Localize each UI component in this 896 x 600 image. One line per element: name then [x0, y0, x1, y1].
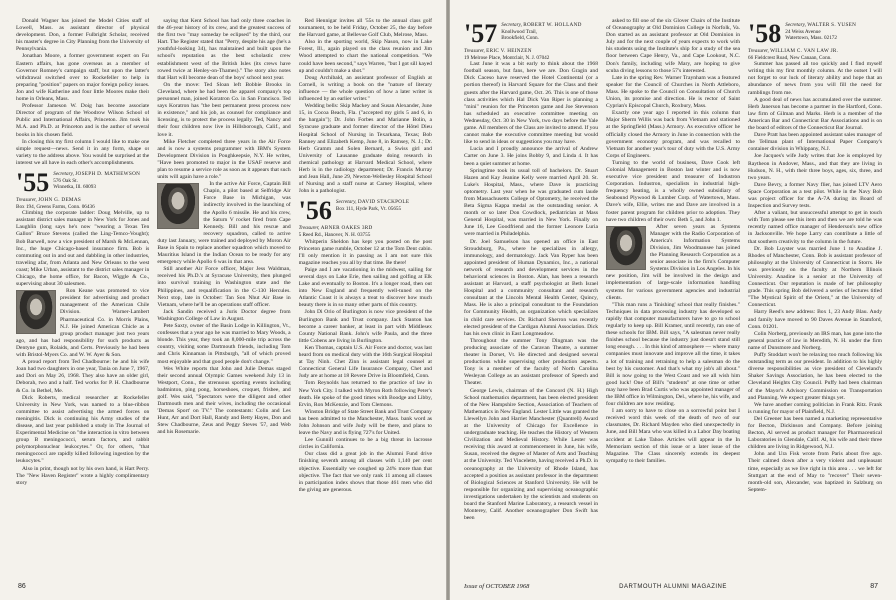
treasurer-address: Box 194, Greens Farms, Conn. 06436 — [16, 203, 95, 210]
paragraph: Red Hennigar invites all '55s to the annual class golf tournament, to be held Friday, October 25, the day before the Harvard game, at Bellevue Golf Club, Melrose, Mass. — [298, 18, 432, 39]
treasurer-address: 5 Reed Rd., Hanover, N. H. 03755 — [298, 231, 371, 238]
page-number: 86 — [18, 583, 26, 590]
paragraph: Exactly one year ago I reported in this column that Major Sherm Willis was back from Vietnam and stationed at the Springfield (Mass.) Armory. As executive officer he officially closed the Armory in June in connection with the government economy program, and was recalled to Vietnam for another year's tour of duty with the U.S. Army Corps of Engineers. — [606, 110, 740, 159]
class-year: '58 — [748, 19, 782, 48]
paragraph: Whitperin Sheldon has kept you posted on the post Princeton game rumble, October 12 at the Tom Dent cabin. I'll only mention it in passing as I am not sure this magazine reaches you all by that time. Be there! — [298, 238, 432, 266]
treasurer-line: Treasurer, ABNER OAKES 3RD — [298, 225, 373, 232]
paragraph: Jonathan Moore, a former government expert on Far Eastern affairs, has gone overseas as a member of Governor Romney's campaign staff, but upon the latter's withdrawal switched over to Rockefeller to help in preparing "position" papers on major foreign policy issues. Jon and wife Katherine and four little Moores make their home in Orleans, Mass. — [16, 53, 150, 103]
paragraph: Donald Wagner has joined the Model Cities staff of Lowell, Mass. as assistant director of physical development. Don, a former Fulbright Scholar, received his master's degree in City Planning from the University of Pennsylvania. — [16, 18, 150, 53]
left-column-3 — [299, 18, 432, 573]
paragraph: Paige and I are vacationing in the midwest, sailing for several days on Lake Erie, then sailing and golfing at Elk Lake and eventually to Boston. It's a longer road, then out into New England and frequently well-tuned on the Atlantic Coast it is always a treat to discover how much beauty there is in so many other parts of this country. — [298, 266, 432, 309]
paragraph: Puffy Stoddart won't be relaxing too much following his outstanding term as our president. In addition to his highly diverse responsibilities as vice president of Cleveland's Shaker Savings Association, he has been elected to the Cleveland Heights City Council. Puffy had been chairman of the Mayor's Advisory Commission on Transportation and Planning. We expect greater things yet. — [748, 352, 882, 401]
right-page — [450, 0, 896, 600]
paragraph: In the active Air Force, Captain Bill Chapin, a pilot based at Selfridge Air Force Base in Michigan, was indirectly involved in the launching of the Apollo 6 missile. He and his crew, the Saturn V rocket fired from Cape Kennedy. Bill and his rescue and recovery squadron, called to active duty last January, were trained and deployed by Moron Air Base in Spain to replace another squadron which moved to Mauritius Island in the Indian Ocean to be ready for any emergency while Apollo 6 was in that area. — [157, 181, 291, 266]
treasurer-address: 19 Melrose Place, Montclair, N. J. 07042 — [464, 54, 550, 61]
left-column-1 — [16, 18, 149, 573]
paragraph: Dave Bevry, a former Navy flier, has joined LTV Aero Space Corporation as a test pilot. While in the Navy Bob was project officer for the A-7A during its Board of Inspection and Survey tests. — [748, 181, 882, 210]
paragraph: Pete Saxty, owner of the Basin Lodge in Killington, Vt., confesses that a year ago he was married to Mary Woods, a blonde. This year, they took an 8,000-mile trip across the country, visiting some Dartmouth friends, including Tom and Chris Kinnaman in Pittsburgh, "all of which proved most enjoyable and that good people don't change." — [157, 323, 291, 365]
paragraph: Throughout the summer Tony Dingman was the producing associate of the Caravan Theatre, a summer theater in Dorset, Vt. He directed and designed several productions while supervising other production aspects. Tony is a member of the faculty of North Carolina Wesleyan College as an assistant professor of Speech and Theater. — [464, 337, 598, 387]
paragraph: Also in print, though not by his own hand, is Hart Perry. The "New Haven Register" wrote a highly complimentary story — [16, 465, 150, 486]
paragraph: Colin Norberg, previously an IRS man, has gone into the general practice of law in Meredith, N. H. under the firm name of Dunsmore and Norberg. — [748, 330, 882, 351]
classmate-photo — [16, 290, 56, 334]
class-heading-58 — [748, 19, 882, 48]
right-column-1 — [464, 18, 598, 573]
paragraph: Lee Gunnill continues to be a big threat in lacrosse circles in California. — [298, 437, 432, 451]
class-officers: Secretary, DAVID STACKPOLE Box 111, Hyde Park, Vt. 05655 — [335, 199, 410, 212]
paragraph: John and Ura Fisk wrote from Paris about five ago. Their calmed down after a very violent and unpleasant time, especially as we live right in this area . . . we left for Stuttgart at the end of May to "recover" Their seven-month-old son, Alexander, was baptized in Salzburg on Septem- — [748, 451, 882, 493]
right-column-3 — [748, 18, 882, 573]
treasurer-line: Treasurer, WILLIAM C. VAN LAW JR. — [748, 48, 839, 54]
paragraph: Ron Keane was promoted to vice president for advertising and product management of the American Chile Division. Warner-Lambert Pharmaceutical Co. in Morris Plains, N.J. He joined American Chicle as a group product manager just two years ago, and has had responsibility for such products as Dentyne gum, Rolaids, and Certs. Previously he had been with Bristol-Myers Co. and W. W. Ayer & Son. — [16, 288, 150, 359]
paragraph: Doug Archibald, an assistant professor of English at Cornell, is writing a book on the "nature of literary influence — the whole question of how a later writer is influenced by an earlier writer." — [298, 74, 432, 103]
paragraph: Our class did a great job in the Alumni Fund drive finishing seventh among all classes with 1,140 per cent objective. Essentially we coughed up 24% more than that objective. The fact that we only rank 11 among all classes in participation index shows that those 461 men who did the giving are generous. — [298, 451, 432, 493]
paragraph: Jack Sandin received a Juris Doctor degree from Washington College of Law in August. — [157, 308, 291, 322]
paragraph: Tom Reynolds has returned to the practice of law in New York City. I talked with Myron Roth following Peter's death. He spoke of the good times with Boodge and Libby, Ervin, Ron McKenzie, and Tom Clemons. — [298, 380, 432, 408]
treasurer-address: 66 Fieldcrest Road, New Canaan, Conn. — [748, 54, 832, 61]
class-year: '55 — [16, 167, 50, 197]
left-page — [0, 0, 446, 600]
running-foot: DARTMOUTH ALUMNI MAGAZINE — [619, 584, 727, 590]
classmate-photo — [606, 226, 646, 270]
paragraph: I am sorry to have to close on a sorrowful point but I received word this week of the death of two of our classmates, Dr. Richard Mayden who died unexpectedly in June, and Bill Mara who was killed in a Labor Day boating accident at Lake Tahoe. Articles will appear in the In Memoriam section of this issue or a later issue of the Magazine. The Class sincerely extends its deepest sympathy to their families. — [606, 408, 740, 464]
right-column-2 — [606, 18, 740, 573]
paragraph: Winston Bridge of State Street Bank and Trust Company has been admitted to the Manchester, Mass. bank word as John Johnson and wife Judy will be there, and plans to leave the Navy and is flying 727's for United. — [298, 408, 432, 437]
paragraph: Wes White reports that John and Julie Demas staged their second annual Olympic Games weekend July 13 in Westport, Conn., the strenuous sporting events including badminton, ping pong, horseshoes, croquet, frisbee, and golf. Wes said, "Spectators were the diligent and other Dartmouth men and their wives, including the occasional 'Demas Sport' on TV." The contestants: Colin and Les Hunt, Arr and Dort Hall, Randy and Betty Hayes, Don and Stew Chadbourne, Zeus and Peggy Steves '57, and Web and his Rosemarie. — [157, 365, 291, 436]
class-officers: Secretary, WALTER S. YUSEN 24 Weiss Avenue Watertown, Mass. 02172 — [785, 22, 857, 42]
paragraph: Dr. Joel Samuelson has opened an office in East Stroudsburg, Pa., where he specializes in allergy, immunology, and dermatology. Jack Van Ryper has been appointed president of Human Dynamics, Inc., a national network of research and development services in the behavioral sciences in Boston. Alan, has been a research assistant at Harvard, a staff psychologist at Beth Israel Hospital and a community consultant and research consultant at the Lincoln Mental Health Center, Quincy, Mass. He is also a principal consultant to the Foundation for Community Health, an organization which specializes in child care services. Dr. Richard Sherron was recently elected president of the Cardigan Alumni Association. Dick has his own clinic in East Longmeadow. — [464, 238, 598, 337]
paragraph: In closing this my first column I would like to make one simple request—news. Send it in any form, shape or variety to the address above. You would be surprised at the interest we all have in each other's accomplishments. — [16, 138, 150, 166]
paragraph: Harry Reed's new address: Box 1, 23 Andy Blau. Andy and family have moved to 90 Daves Avenue in Stamford, Conn. 01201. — [748, 309, 882, 330]
treasurer-line: Treasurer, JOHN G. DEMAS — [16, 196, 82, 203]
paragraph: After a valiant, but unsuccessful attempt to get in touch with Tom please see this item and then we are told he was recently named office manager of Henderson's new office in Jacksonville. We hope Larry can contribute a little of that southern creativity to the column in the future. — [748, 210, 882, 245]
class-heading-55 — [16, 167, 149, 197]
paragraph: Still another Air Force officer, Major Jess Waldman, received his Ph.D.'s at Syracuse University, then plunged into survival training in Washington state and the Philippines, and requalification in the C-130 Hercules. Next stop, late in October: Tan Son Nhut Air Base in Vietnam, where he'll be an operations staff officer. — [157, 266, 291, 308]
class-heading-57 — [464, 19, 598, 48]
paragraph: Del Greener has been named a marketing representative for Becton, Dickinson and Company. Before joining Becton, Al served as product manager for Pharmaceutical Laboratories in Glendale, Calif. Al, his wife and their three children are living in Ridgewood, N.J. — [748, 415, 882, 451]
paragraph: We have another coming politician in Frank Ritz. Frank is running for mayor of Plainfield, N.J. — [748, 401, 882, 415]
paragraph: Dr. Bob Luyster was married June 1 to Anadine J. Rhodes of Manchester, Conn. Bob is assistant professor of philosophy at the University of Connecticut in Storrs. He was previously on the faculty at Northern Illinois University. Anadine is a senior at the University of Connecticut. Our reputation is made of her philosophy grade. This spring Bob delivered a series of lectures titled "The Mystical Spirit of the Orient," at the University of Connecticut. — [748, 245, 882, 309]
paragraph: Dick Roberts, medical researcher at Rockefeller University in New York, was named to a blue-ribbon committee to assist advertising the armed forces on meningitis. Dick is continuing his Army studies of the disease, and last year published a study in The Journal of Experimental Medicine on "the interaction in vitro between group B meningococci, serum factors, and rabbit polymorphonuclear leukocytes." Or, for others, "that meningococci are rapidly killed following ingestion by the leukocytes." — [16, 394, 150, 465]
paragraph: On the move: Ted Sloan left Bobbie Brooks in Cleveland, where he had been the apparel company's top personnel man, joined Koratron Co. in San Francisco. Ted says Koratron has "the best permanent press process now in existence," and his job, as counsel for compliance and licensing, is to protect the process legally. Ted, Nancy and their four children now live in Hillsborough, Calif., and love it. — [157, 81, 291, 138]
paragraph: Wedding bells: Skip Mackey and Susan Alexander, June 15, in Cocoa Beach, Fla. ("accepted my girls 5 and 6, in the bargain"); Dr. John Forbes and Marianne Bolin, a Syracuse graduate and former director of the Hôtel Dieu Hospital School of Nursing in Texarkana, Texas; Bob Ranney and Elizabeth Kemp, June 8, in Ramsey, N. J.; Dr. Herb Gramm and Solen Bernard, a Swiss girl and University of Lausanne graduate doing research in chemical pathology at Harvard Medical School, where Herb is in the radiology department; Dr. Francis Murray and Jean Hall, June 29, Newton-Wellesley Hospital School of Nursing and a staff nurse at Carney Hospital, where John is a pathologist. — [298, 103, 432, 195]
paragraph: John Di Orio of Burlington is now vice president of the Burlington Bank and Trust company. Jack Stanton has become a career banker, at least in part with Middlesex County National Bank. John's wife Paula, and the three little Cobens are living in Burlington. — [298, 309, 432, 344]
paragraph: Summer has passed all too quickly and I find myself writing this my first monthly column. At the outset I will not forget to our luck of literary ability and hope that an abundance of news from you will fill the need for ramblings from me. — [748, 61, 882, 96]
paragraph: Springtime took its usual toll of bachelors. Dr. Stuart Hazen and Kay Jeanine Kelly were married April 20. St. Luke's Hospital, Mass., where Dave is practicing optometry. Last year when he was graduated cum laude from Massachusetts College of Optometry, he received the Beta Sigma Kappa medal as the outstanding senior. A month or so later Don Cowdlock, pediatrician at Mass General Hospital, was married in New York. Finally on June 16, Lee Goodfriend and the former Leonore Luria were married in Philadelphia. — [464, 167, 598, 238]
class-year: '56 — [298, 196, 332, 226]
paragraph: After seven years as Systems Manager with the Radio Corporation of America's Information Systems Division, Jim Woodmansee has joined the Planning Research Corporation as a senior associate in the firm's Computer Systems Division in Los Angeles. In his new position, Jim will be involved in the design and implementation of large-scale information handling systems for various government agencies and industrial clients. — [606, 223, 740, 301]
class-officers: Secretary, ROBERT W. HOLLAND Knollwood Trail, Brookfield, Conn. — [501, 22, 582, 42]
paragraph: "This man runs a 'finishing' school that really finishes." Techniques in data processing industry has developed so rapidly that computer manufacturers have to go to school regularly to keep up. Bill Kramer, until recently, ran one of these schools for IBM. Bill says, "A salesman never really finishes school because the industry just doesn't stand still long enough. . . . In this kind of atmosphere — where many companies must innovate and improve all the time, it takes a lot of training and retraining to help a salesman do the best by his customer. And that's what my job's all about." Bill is now going to the West Coast and we all wish him good luck! One of Bill's "students" at one time or other may have been Brad Curtis who was appointed manager of the IBM office in Wilmington, Del., where he, his wife, and four children are now residing. — [606, 301, 740, 408]
paragraph: Mike Fletcher completed three years in the Air Force and is now a systems programmer with IBM's System Development Division in Poughkeepsie, N.Y. He writes, "Have been promoted to major in the USAF reserve and plan to resume a service role as soon as it appears that such units will again have a role." — [157, 138, 291, 181]
issue-label: Issue of OCTOBER 1968 — [464, 583, 530, 590]
paragraph: Dave Pratt has been appointed assistant sales manager of the Tellman plant of International Paper Company's container division in Whippany, N.J. — [748, 132, 882, 153]
class-heading-56 — [298, 196, 432, 226]
paragraph: saying that Kent School has had only three coaches in the 46-year history of its crew, and the greatest success of the first two "may someday be eclipsed" by the third, our Hart. The Register stated that "Perry, despite his age (he's a youthful-looking 34), has maintained and built upon the school's reputation as the best scholastic crew establishment west of the British Isles (its crews have rowed twice at Henley-on-Thames)." The story also notes that Hart will become dean of the boys' school next year. — [157, 18, 291, 81]
class-officers: Secretary, JOSEPH D. MATHEWSON 576 Oak St. Winnetka, Ill. 60093 — [53, 170, 141, 191]
paragraph: Climbing the corporate ladder: Doug Melville, up to assistant district sales manager in New York for Jones and Laughlin (long says he's now "wearing a Texas Ten Gallon" Bruce Stevens (called the Ling-Temco-Vought); Bob Barwell, now a vice president of Marsh & McLennan, Inc., the huge Chicago-based insurance firm. Bob is commuting out in and out and dabbling in other industries, traveling afar, from Atlanta and New Orleans to the west coast; Mike Urban, assistant to the district sales manager in Chicago, the home office, for Bacon, Wiggle & Co., supervising about 30 salesmen. — [16, 210, 150, 288]
paragraph: Joe Jacques's wife Judy writes that Joe is employed by Raytheon in Andover, Mass., and that they are living in Hudson, N. H., with their three boys, ages, six, three, and two years. — [748, 153, 882, 181]
classmate-photo — [157, 183, 199, 229]
paragraph: George Lewis, chairman of the Concord (N. H.) High School mathematics department, has been elected president of the New Hampshire Section, Association of Teachers of Mathematics in New England. Lester Little was granted the Llewellyn John and Harriet Manchester (Quantrell) Award at the University of Chicago for Excellence in undergraduate teaching. He teaches the History of Western Civilization and Medieval History. While Lester was receiving this award at commencement in June, his wife, Susan, received the degree of Master of Arts and Teaching at the University. Ted Vincelette, having received a Ph.D. in oceanography at the University of Rhode Island, has accepted a position as assistant professor in the department of Biological Sciences at Stanford University. He will be responsible for organizing and supervising oceanographic investigations undertaken by the scientists and students on board the Stanford Marine Laboratory, a research vessel in Monterey, Calif. Another oceanographer Don Swift has been — [464, 387, 598, 522]
class-year: '57 — [464, 19, 498, 48]
paragraph: A good deal of news has accumulated over the summer. Herb Janerson has become a partner in the Hartford, Conn. law firm of Gilman and Marks. Herb is a member of the American Bar and Connecticut Bar Associations and is on the board of editors of the Connecticut Bar Journal. — [748, 96, 882, 132]
paragraph: Late in the spring Rev. Warner Traynham was a featured speaker for the Council of Churches in North Attleboro, Mass. He spoke to the Council on Consultation of Church Union, its promise and direction. He is rector of Saint Cyprian's Episcopal Church, Roxbury, Mass. — [606, 74, 740, 110]
left-column-2 — [157, 18, 290, 573]
paragraph: asked to fill one of the six Glover Chairs of the Institute of Oceanography at Old Dominion College in Norfolk, Va. Don started as an assistant professor at Old Dominion in July and for the next couple of years expects to work with his students using the Institute's ship for a study of the sea floor between Cape Henry, Va., and Cape Lookout, N.C. Don's family, including wife Mary, are hoping to give scuba diving lessons to those 57's interested. — [606, 18, 740, 74]
paragraph: Ken Thomas, captain U.S. Air Force and doctor, was last heard from on medical duty with the 16th Surgical Hospital at Tay Ninh. Chet Zinn is assistant legal counsel at Connecticut General Life Insurance Company, Chet and Judy are at home at 18 Revere Drive in Bloomfield, Conn. — [298, 344, 432, 380]
paragraph: Lucia and I proudly announce the arrival of Andrew Carter on June 3. He joins Bobby 9, and Linda 4. It has been a quiet summer at home. — [464, 146, 598, 167]
paragraph: Also in the sporting world, Skip Nason, now in Lake Forest, Ill., again played on the class reunion and Jim Wood attempted to chart the national competition. "We could have been second," says Warren, "but I got sill kayed up and couldn't make a shot." — [298, 39, 432, 74]
paragraph: Turning to the world of business, Dave Cook left Colonial Management in Boston last winter and is now executive vice president and treasurer of Industron Corporation. Industron, specialists in industrial high-frequency heating, is a wholly owned subsidiary of Seabound Plywood & Lumber Corp. of Watertown, Mass. Dave's wife, Ellie, writes me and Dave are involved in a foster parent program for children prior to adoption. They have two children of their own: Beth 5, and John 1. — [606, 159, 740, 223]
paragraph: Last June it was a bit early to think about the 1968 football season, but fans, here we are. Don Gragin and Dick Caceso have reserved the Hotel Continental (or a portion thereof) in Harvard Square for the Class and their guests after the Harvard game, Oct. 26. This is one of those class activities which Hal Dick Van Riper is planning a "mini" reunion for the Princeton game and Joe Stevenson has scheduled an executive committee meeting on Wednesday, Oct. 30 in New York, two days before the Yale game. All members of the Class are invited to attend. If you cannot make the executive committee meeting but would like to send in ideas or suggestions you may have. — [464, 61, 598, 146]
paragraph: Professor Jameson W. Doig has become associate Director of program of the Woodrow Wilson School of Public and International Affairs, Princeton. Jim took his M.A. and Ph.D. at Princeton and is the author of several books in his chosen field. — [16, 103, 150, 138]
treasurer-line: Treasurer, ERIC V. HEINZEN — [464, 48, 532, 54]
paragraph: A proud report from Ted Chadbourne: he and his wife Joan had two daughters in one year, Tania on June 7, 1967, and Dori on May 26, 1968. They also have an older girl, Deborah, two and a half. Ted works for P. H. Chadbourne & Co. in Bethel, Me. — [16, 359, 150, 394]
page-number: 87 — [870, 583, 878, 590]
